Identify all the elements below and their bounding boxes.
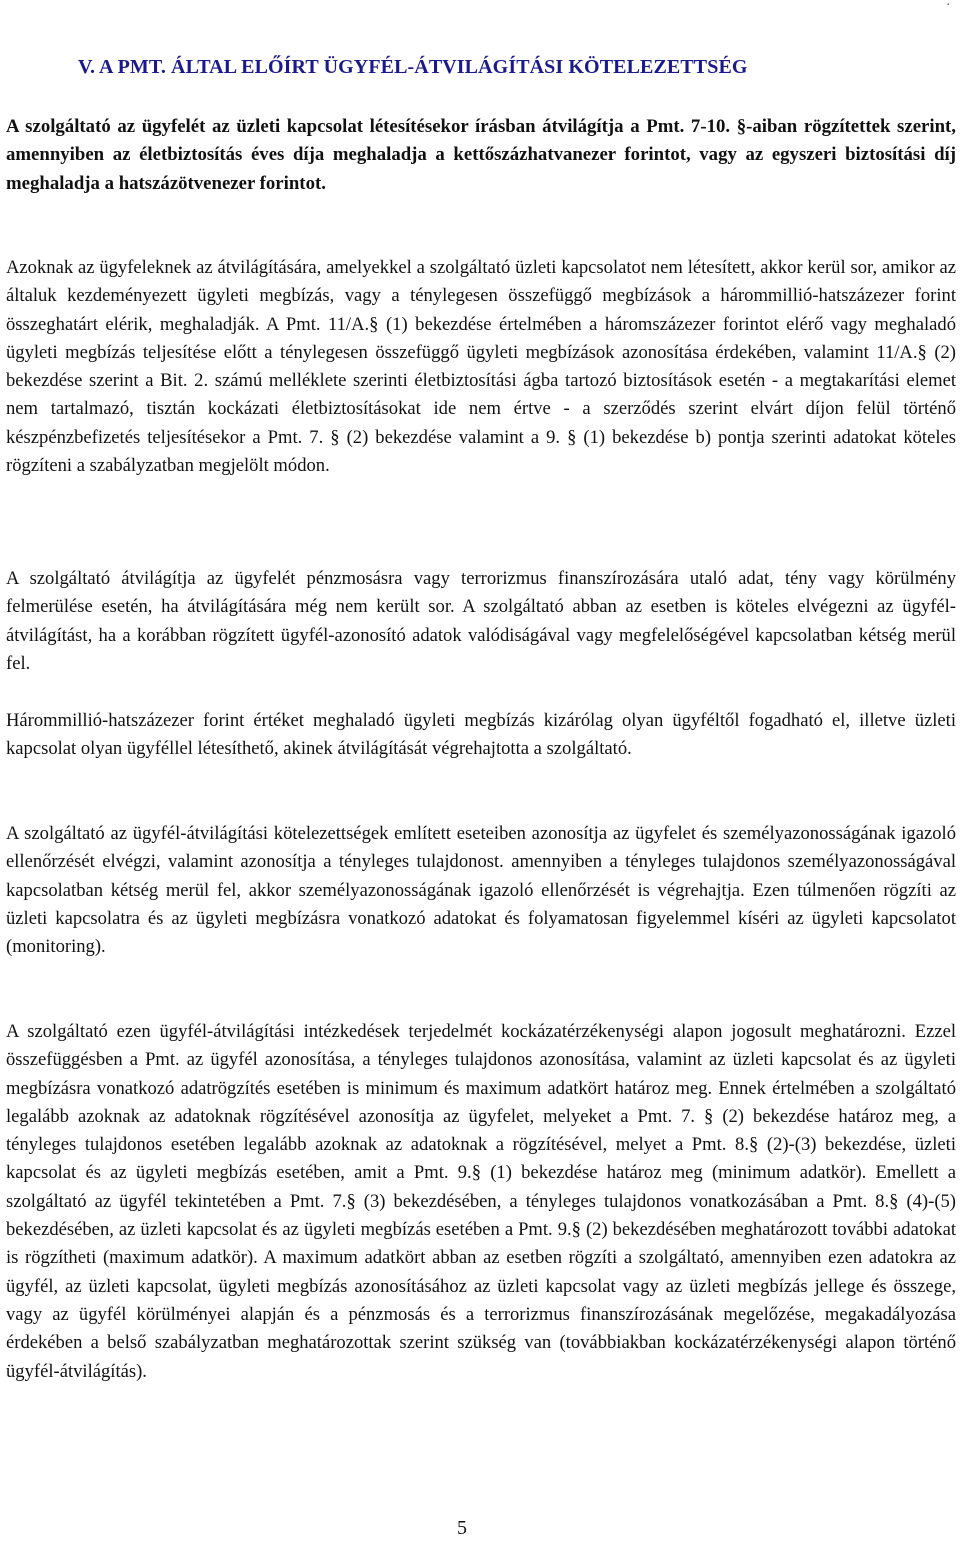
corner-mark: . [946, 0, 950, 9]
paragraph-occasional-transactions: Azoknak az ügyfeleknek az átvilágítására, amelyekkel a szolgáltató üzleti kapcsolatot nem létesített, akkor kerül sor, amikor az általuk kezdeményezett ügyleti megbízás, vagy a ténylegesen összefüggő megbízások a hárommillió-hatszázezer forint összeghatárt elérik, meghaladják. A Pmt. 11/A.§ (1) bekezdése értelmében a háromszázezer forintot elérő vagy meghaladó ügyleti megbízás teljesítése előtt a ténylegesen összefüggő ügyleti megbízások azonosítása érdekében, valamint 11/A.§ (2) bekezdése szerint a Bit. 2. számú melléklete szerinti életbiztosítási ágba tartozó biztosítások esetén - a megtakarítási elemet nem tartalmazó, tisztán kockázati életbiztosításokat ide nem értve - a szerződés szerint elvárt díjon felül történő készpénzbefizetés teljesítésekor a Pmt. 7. § (2) bekezdése valamint a 9. § (1) bekezdése b) pontja szerinti adatokat köteles rögzíteni a szabályzatban megjelölt módon. [6, 257, 956, 477]
paragraph-suspicion-screening: A szolgáltató átvilágítja az ügyfelét pénzmosásra vagy terrorizmus finanszírozására utaló adat, tény vagy körülmény felmerülése esetén, ha átvilágítására még nem került sor. A szolgáltató abban az esetben is köteles elvégezni az ügyfél-átvilágítást, ha a korábban rögzített ügyfél-azonosító adatok valódiságával vagy megfelelőségével kapcsolatban kétség merül fel. [6, 568, 956, 674]
page-number: 5 [457, 1517, 467, 1539]
section-heading: V. A PMT. ÁLTAL ELŐÍRT ÜGYFÉL-ÁTVILÁGÍTÁSI KÖTELEZETTSÉG [78, 56, 748, 78]
document-page [6, 0, 956, 1542]
paragraph-threshold-acceptance: Hárommillió-hatszázezer forint értéket meghaladó ügyleti megbízás kizárólag olyan ügyféltől fogadható el, illetve üzleti kapcsolat olyan ügyféllel létesíthető, akinek átvilágítását végrehajtotta a szolgáltató. [6, 710, 956, 760]
paragraph-identity-verification: A szolgáltató az ügyfél-átvilágítási kötelezettségek említett eseteiben azonosítja az ügyfelet és személyazonosságának igazoló ellenőrzését elvégzi, valamint azonosítja a tényleges tulajdonost. amennyiben a tényleges tulajdonos személyazonosságával kapcsolatban kétség merül fel, akkor személyazonosságának igazoló ellenőrzését is végrehajtja. Ezen túlmenően rögzíti az üzleti kapcsolatra és az ügyleti megbízásra vonatkozó adatokat és folyamatosan figyelemmel kíséri az ügyleti kapcsolatot (monitoring). [6, 823, 956, 958]
paragraph-client-onboarding: A szolgáltató az ügyfelét az üzleti kapcsolat létesítésekor írásban átvilágítja a Pmt. 7-10. §-aiban rögzítettek szerint, amennyiben az életbiztosítás éves díja meghaladja a kettőszázhatvanezer forintot, vagy az egyszeri biztosítási díj meghaladja a hatszázötvenezer forintot. [6, 116, 956, 194]
paragraph-risk-based-approach: A szolgáltató ezen ügyfél-átvilágítási intézkedések terjedelmét kockázatérzékenységi alapon jogosult meghatározni. Ezzel összefüggésben a Pmt. az ügyfél azonosítása, a tényleges tulajdonos azonosítása, valamint az üzleti kapcsolat és az ügyleti megbízásra vonatkozó adatrögzítés esetében is minimum és maximum adatkört határoz meg. Ennek értelmében a szolgáltató legalább azoknak az adatoknak rögzítésével azonosítja az ügyfelet, melyeket a Pmt. 7. § (2) bekezdése határoz meg, a tényleges tulajdonos esetében legalább azoknak az adatoknak a rögzítésével, melyet a Pmt. 8.§ (2)-(3) bekezdése, üzleti kapcsolat és az ügyleti megbízás esetében, amit a Pmt. 9.§ (1) bekezdése határoz meg (minimum adatkör). Emellett a szolgáltató az ügyfél tekintetében a Pmt. 7.§ (3) bekezdésében, a tényleges tulajdonos vonatkozásában a Pmt. 8.§ (4)-(5) bekezdésében, az üzleti kapcsolat és az ügyleti megbízás esetében a Pmt. 9.§ (2) bekezdésében meghatározott további adatokat is rögzítheti (maximum adatkör). A maximum adatkört abban az esetben rögzíti a szolgáltató, amennyiben ezen adatokra az ügyfél, az üzleti kapcsolat, ügyleti megbízás azonosításához az üzleti kapcsolat vagy az üzleti megbízás jellege és összege, vagy az ügyfél körülményei alapján és a pénzmosás és a terrorizmus finanszírozásának megelőzése, megakadályozása érdekében a belső szabályzatban meghatározottak szerint szükség van (továbbiakban kockázatérzékenységi alapon történő ügyfél-átvilágítás). [6, 1021, 956, 1382]
